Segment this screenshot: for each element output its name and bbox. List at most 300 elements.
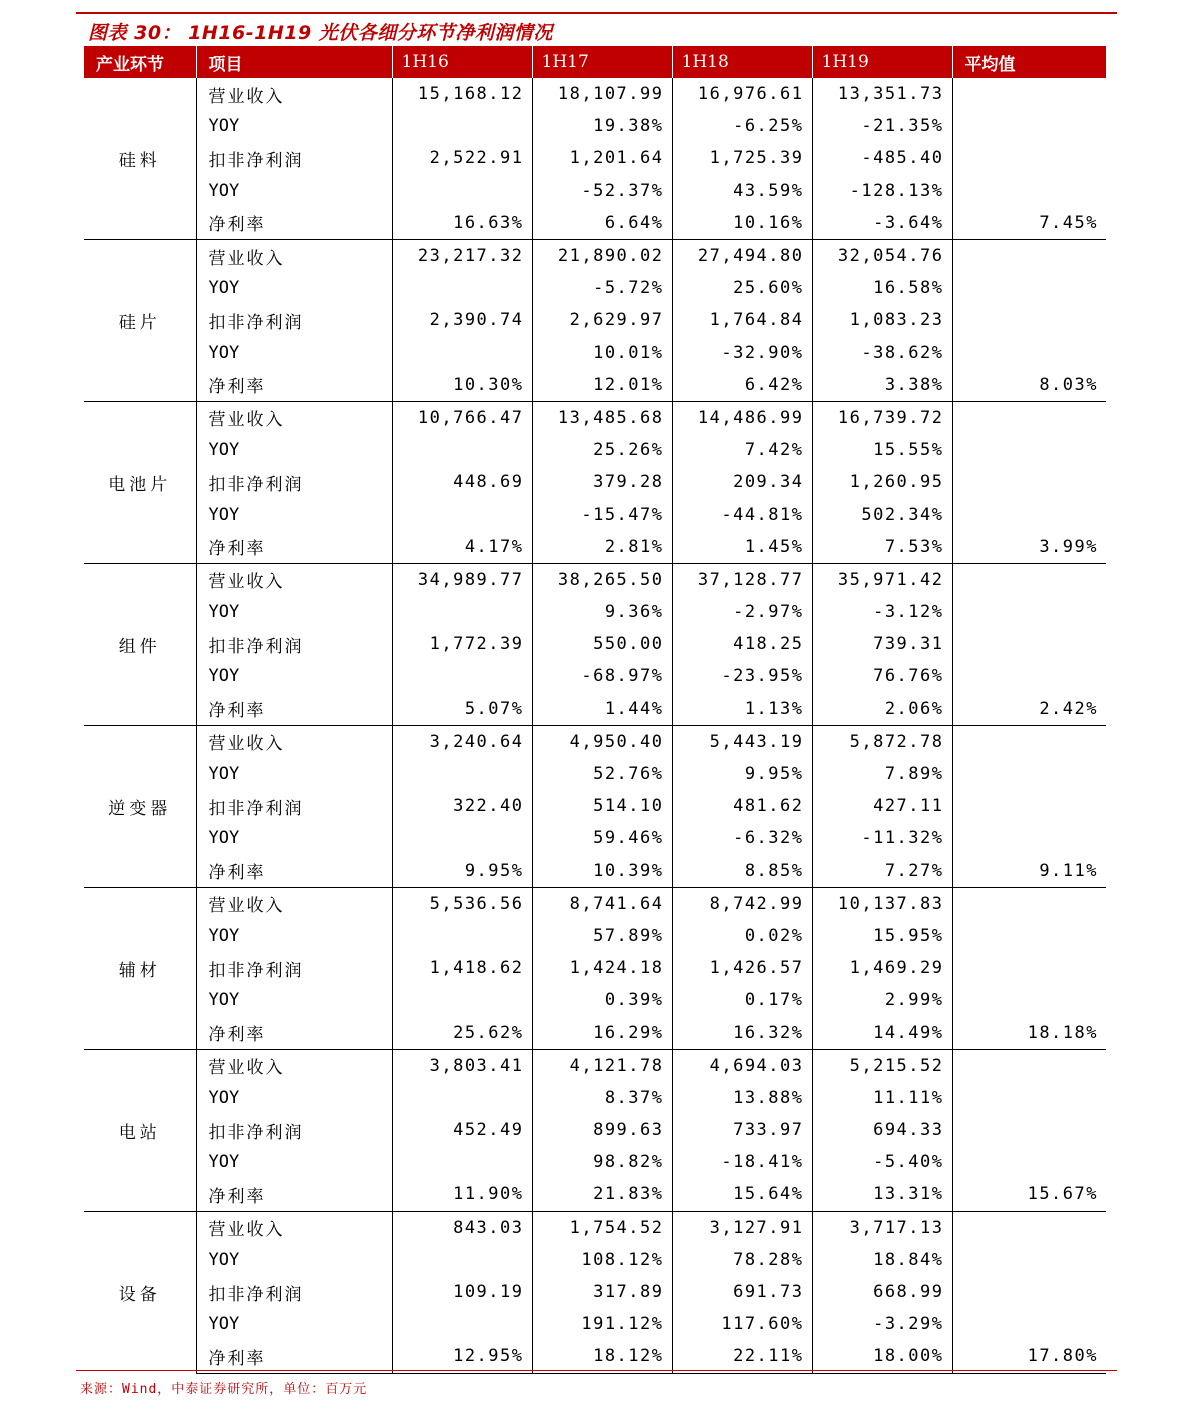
value-cell: 22.11%: [672, 1340, 812, 1373]
value-cell: 7.27%: [812, 855, 952, 888]
table-row: [84, 563, 1106, 596]
value-cell: -3.29%: [812, 1308, 952, 1340]
value-cell: 18,107.99: [532, 78, 672, 110]
value-cell: 899.63: [532, 1114, 672, 1146]
header-1h17: 1H17: [532, 46, 672, 78]
value-cell: 37,128.77: [672, 563, 812, 596]
item-label: YOY: [196, 920, 392, 952]
value-cell: 15.95%: [812, 920, 952, 952]
value-cell: [952, 401, 1106, 434]
table-row: [84, 1016, 1106, 1049]
value-cell: 4.17%: [392, 531, 532, 564]
value-cell: 2,522.91: [392, 142, 532, 174]
item-label: 营业收入: [196, 725, 392, 758]
item-label: 净利率: [196, 1340, 392, 1373]
value-cell: 98.82%: [532, 1146, 672, 1178]
value-cell: 418.25: [672, 628, 812, 660]
segment-name: 硅料: [84, 78, 196, 239]
value-cell: 78.28%: [672, 1244, 812, 1276]
value-cell: [952, 758, 1106, 790]
value-cell: [952, 337, 1106, 369]
item-label: 净利率: [196, 1178, 392, 1211]
item-label: 净利率: [196, 1016, 392, 1049]
source-note: 来源：Wind，中泰证券研究所，单位：百万元: [80, 1382, 368, 1397]
table-row: [84, 1244, 1106, 1276]
value-cell: -21.35%: [812, 110, 952, 142]
value-cell: 3.38%: [812, 369, 952, 402]
value-cell: 1,725.39: [672, 142, 812, 174]
value-cell: 4,950.40: [532, 725, 672, 758]
value-cell: 10.16%: [672, 207, 812, 240]
item-label: YOY: [196, 596, 392, 628]
value-cell: 12.01%: [532, 369, 672, 402]
value-cell: 1,764.84: [672, 304, 812, 336]
value-cell: 3,717.13: [812, 1211, 952, 1244]
value-cell: 14,486.99: [672, 401, 812, 434]
value-cell: 3.99%: [952, 531, 1106, 564]
value-cell: 16.58%: [812, 272, 952, 304]
value-cell: 8.37%: [532, 1082, 672, 1114]
item-label: YOY: [196, 822, 392, 854]
value-cell: 5,536.56: [392, 887, 532, 920]
value-cell: 0.17%: [672, 984, 812, 1016]
value-cell: 109.19: [392, 1276, 532, 1308]
value-cell: -2.97%: [672, 596, 812, 628]
value-cell: 9.36%: [532, 596, 672, 628]
value-cell: -6.32%: [672, 822, 812, 854]
figure-title: 图表 30： 1H16-1H19 光伏各细分环节净利润情况: [88, 22, 553, 44]
table-row: [84, 628, 1106, 660]
item-label: 营业收入: [196, 1049, 392, 1082]
value-cell: 209.34: [672, 466, 812, 498]
item-label: 净利率: [196, 207, 392, 240]
value-cell: 38,265.50: [532, 563, 672, 596]
value-cell: [392, 110, 532, 142]
value-cell: 1.44%: [532, 693, 672, 726]
value-cell: -38.62%: [812, 337, 952, 369]
header-segment: 产业环节: [84, 46, 196, 78]
value-cell: 13.88%: [672, 1082, 812, 1114]
value-cell: 694.33: [812, 1114, 952, 1146]
value-cell: [952, 984, 1106, 1016]
table-row: [84, 790, 1106, 822]
header-1h16: 1H16: [392, 46, 532, 78]
value-cell: 15.64%: [672, 1178, 812, 1211]
value-cell: [952, 952, 1106, 984]
item-label: YOY: [196, 1244, 392, 1276]
value-cell: [392, 272, 532, 304]
item-label: 营业收入: [196, 78, 392, 110]
item-label: YOY: [196, 1082, 392, 1114]
table-row: [84, 984, 1106, 1016]
header-1h18: 1H18: [672, 46, 812, 78]
value-cell: 76.76%: [812, 660, 952, 692]
value-cell: [952, 78, 1106, 110]
item-label: 净利率: [196, 531, 392, 564]
table-row: [84, 1211, 1106, 1244]
value-cell: 3,803.41: [392, 1049, 532, 1082]
table-row: [84, 369, 1106, 402]
value-cell: [392, 1244, 532, 1276]
value-cell: 6.64%: [532, 207, 672, 240]
item-label: 扣非净利润: [196, 466, 392, 498]
value-cell: 12.95%: [392, 1340, 532, 1373]
value-cell: 19.38%: [532, 110, 672, 142]
item-label: 扣非净利润: [196, 142, 392, 174]
item-label: 扣非净利润: [196, 304, 392, 336]
table-row: [84, 855, 1106, 888]
value-cell: -3.64%: [812, 207, 952, 240]
value-cell: 17.80%: [952, 1340, 1106, 1373]
value-cell: 3,240.64: [392, 725, 532, 758]
value-cell: [392, 1146, 532, 1178]
segment-name: 逆变器: [84, 725, 196, 887]
value-cell: 21.83%: [532, 1178, 672, 1211]
item-label: YOY: [196, 498, 392, 530]
item-label: YOY: [196, 984, 392, 1016]
item-label: 营业收入: [196, 887, 392, 920]
value-cell: -23.95%: [672, 660, 812, 692]
value-cell: [952, 822, 1106, 854]
top-rule: [76, 12, 1117, 14]
value-cell: [952, 272, 1106, 304]
value-cell: 57.89%: [532, 920, 672, 952]
item-label: 扣非净利润: [196, 1114, 392, 1146]
value-cell: 379.28: [532, 466, 672, 498]
value-cell: 10.39%: [532, 855, 672, 888]
value-cell: 16.32%: [672, 1016, 812, 1049]
value-cell: [392, 175, 532, 207]
value-cell: [952, 920, 1106, 952]
value-cell: [392, 337, 532, 369]
value-cell: 16,739.72: [812, 401, 952, 434]
value-cell: 13,485.68: [532, 401, 672, 434]
table-row: [84, 110, 1106, 142]
value-cell: 1.45%: [672, 531, 812, 564]
value-cell: -5.40%: [812, 1146, 952, 1178]
value-cell: 117.60%: [672, 1308, 812, 1340]
value-cell: 3,127.91: [672, 1211, 812, 1244]
value-cell: 1,424.18: [532, 952, 672, 984]
value-cell: 52.76%: [532, 758, 672, 790]
value-cell: [952, 790, 1106, 822]
table-row: [84, 693, 1106, 726]
segment-name: 组件: [84, 563, 196, 725]
table-row: [84, 725, 1106, 758]
table-row: [84, 466, 1106, 498]
value-cell: [952, 1146, 1106, 1178]
value-cell: [952, 596, 1106, 628]
value-cell: [392, 1082, 532, 1114]
value-cell: -15.47%: [532, 498, 672, 530]
value-cell: 2.42%: [952, 693, 1106, 726]
bottom-rule: [76, 1370, 1117, 1371]
table-row: [84, 239, 1106, 272]
value-cell: [952, 563, 1106, 596]
item-label: 营业收入: [196, 401, 392, 434]
value-cell: 2.81%: [532, 531, 672, 564]
value-cell: 8,741.64: [532, 887, 672, 920]
value-cell: 0.02%: [672, 920, 812, 952]
value-cell: [952, 1308, 1106, 1340]
value-cell: 18.00%: [812, 1340, 952, 1373]
value-cell: 8,742.99: [672, 887, 812, 920]
table-row: [84, 434, 1106, 466]
item-label: 净利率: [196, 693, 392, 726]
value-cell: -11.32%: [812, 822, 952, 854]
table-row: [84, 596, 1106, 628]
value-cell: [952, 142, 1106, 174]
item-label: 扣非净利润: [196, 1276, 392, 1308]
value-cell: 7.45%: [952, 207, 1106, 240]
value-cell: 452.49: [392, 1114, 532, 1146]
item-label: 净利率: [196, 369, 392, 402]
value-cell: 25.60%: [672, 272, 812, 304]
value-cell: [952, 1082, 1106, 1114]
item-label: YOY: [196, 110, 392, 142]
value-cell: [952, 466, 1106, 498]
table-row: [84, 1340, 1106, 1373]
value-cell: [392, 758, 532, 790]
value-cell: [952, 1049, 1106, 1082]
value-cell: [952, 660, 1106, 692]
value-cell: 502.34%: [812, 498, 952, 530]
value-cell: 8.85%: [672, 855, 812, 888]
value-cell: -18.41%: [672, 1146, 812, 1178]
table-row: [84, 272, 1106, 304]
table-row: [84, 1082, 1106, 1114]
value-cell: 23,217.32: [392, 239, 532, 272]
table-row: [84, 1276, 1106, 1308]
value-cell: 9.95%: [672, 758, 812, 790]
value-cell: 4,121.78: [532, 1049, 672, 1082]
value-cell: 16.29%: [532, 1016, 672, 1049]
value-cell: [392, 498, 532, 530]
value-cell: 15,168.12: [392, 78, 532, 110]
header-average: 平均值: [952, 46, 1106, 78]
value-cell: [392, 660, 532, 692]
value-cell: 9.95%: [392, 855, 532, 888]
value-cell: 5,443.19: [672, 725, 812, 758]
value-cell: 21,890.02: [532, 239, 672, 272]
value-cell: 5,215.52: [812, 1049, 952, 1082]
value-cell: 8.03%: [952, 369, 1106, 402]
value-cell: 34,989.77: [392, 563, 532, 596]
table-row: [84, 758, 1106, 790]
table-row: [84, 142, 1106, 174]
profit-table: [84, 46, 1106, 1374]
table-row: [84, 304, 1106, 336]
table-row: [84, 498, 1106, 530]
value-cell: 10,766.47: [392, 401, 532, 434]
value-cell: 4,694.03: [672, 1049, 812, 1082]
table-row: [84, 175, 1106, 207]
value-cell: [952, 725, 1106, 758]
value-cell: 14.49%: [812, 1016, 952, 1049]
value-cell: [392, 596, 532, 628]
header-row: [84, 46, 1106, 78]
value-cell: 9.11%: [952, 855, 1106, 888]
value-cell: 739.31: [812, 628, 952, 660]
value-cell: 35,971.42: [812, 563, 952, 596]
value-cell: -68.97%: [532, 660, 672, 692]
value-cell: [392, 1308, 532, 1340]
item-label: YOY: [196, 1146, 392, 1178]
header-item: 项目: [196, 46, 392, 78]
value-cell: [952, 498, 1106, 530]
value-cell: [392, 434, 532, 466]
value-cell: 1,772.39: [392, 628, 532, 660]
item-label: 扣非净利润: [196, 628, 392, 660]
item-label: YOY: [196, 337, 392, 369]
value-cell: -6.25%: [672, 110, 812, 142]
value-cell: 25.26%: [532, 434, 672, 466]
value-cell: 5,872.78: [812, 725, 952, 758]
item-label: YOY: [196, 660, 392, 692]
table-row: [84, 887, 1106, 920]
value-cell: [952, 1211, 1106, 1244]
value-cell: 27,494.80: [672, 239, 812, 272]
segment-name: 电池片: [84, 401, 196, 563]
value-cell: 514.10: [532, 790, 672, 822]
table-row: [84, 920, 1106, 952]
value-cell: 191.12%: [532, 1308, 672, 1340]
value-cell: [392, 822, 532, 854]
table-row: [84, 952, 1106, 984]
item-label: YOY: [196, 758, 392, 790]
value-cell: 32,054.76: [812, 239, 952, 272]
value-cell: 2.99%: [812, 984, 952, 1016]
table-row: [84, 78, 1106, 110]
segment-name: 设备: [84, 1211, 196, 1373]
table-row: [84, 1178, 1106, 1211]
value-cell: 18.84%: [812, 1244, 952, 1276]
value-cell: 16.63%: [392, 207, 532, 240]
value-cell: 733.97: [672, 1114, 812, 1146]
value-cell: 1,260.95: [812, 466, 952, 498]
item-label: 营业收入: [196, 563, 392, 596]
item-label: 扣非净利润: [196, 952, 392, 984]
value-cell: 1,083.23: [812, 304, 952, 336]
value-cell: 1.13%: [672, 693, 812, 726]
value-cell: 10,137.83: [812, 887, 952, 920]
value-cell: 691.73: [672, 1276, 812, 1308]
value-cell: 11.90%: [392, 1178, 532, 1211]
value-cell: 59.46%: [532, 822, 672, 854]
value-cell: [952, 239, 1106, 272]
value-cell: [952, 304, 1106, 336]
value-cell: 10.30%: [392, 369, 532, 402]
value-cell: 5.07%: [392, 693, 532, 726]
item-label: YOY: [196, 175, 392, 207]
value-cell: 13,351.73: [812, 78, 952, 110]
value-cell: 1,426.57: [672, 952, 812, 984]
table-row: [84, 531, 1106, 564]
value-cell: [952, 628, 1106, 660]
segment-name: 辅材: [84, 887, 196, 1049]
value-cell: 43.59%: [672, 175, 812, 207]
value-cell: [952, 175, 1106, 207]
value-cell: 7.89%: [812, 758, 952, 790]
table-row: [84, 1308, 1106, 1340]
value-cell: 448.69: [392, 466, 532, 498]
value-cell: 1,418.62: [392, 952, 532, 984]
value-cell: 843.03: [392, 1211, 532, 1244]
value-cell: 317.89: [532, 1276, 672, 1308]
value-cell: 15.55%: [812, 434, 952, 466]
value-cell: 1,469.29: [812, 952, 952, 984]
value-cell: 1,201.64: [532, 142, 672, 174]
item-label: 营业收入: [196, 1211, 392, 1244]
item-label: 净利率: [196, 855, 392, 888]
table-row: [84, 207, 1106, 240]
value-cell: 427.11: [812, 790, 952, 822]
value-cell: 322.40: [392, 790, 532, 822]
segment-name: 硅片: [84, 239, 196, 401]
value-cell: 108.12%: [532, 1244, 672, 1276]
value-cell: 1,754.52: [532, 1211, 672, 1244]
value-cell: 550.00: [532, 628, 672, 660]
value-cell: 2,629.97: [532, 304, 672, 336]
table-row: [84, 1114, 1106, 1146]
item-label: YOY: [196, 434, 392, 466]
value-cell: 18.18%: [952, 1016, 1106, 1049]
value-cell: 0.39%: [532, 984, 672, 1016]
value-cell: [952, 1244, 1106, 1276]
table-body: [84, 78, 1106, 1373]
value-cell: 7.42%: [672, 434, 812, 466]
value-cell: 16,976.61: [672, 78, 812, 110]
value-cell: -32.90%: [672, 337, 812, 369]
table-row: [84, 1049, 1106, 1082]
value-cell: [952, 1114, 1106, 1146]
value-cell: 10.01%: [532, 337, 672, 369]
value-cell: -128.13%: [812, 175, 952, 207]
value-cell: [952, 887, 1106, 920]
value-cell: 15.67%: [952, 1178, 1106, 1211]
table-row: [84, 337, 1106, 369]
segment-name: 电站: [84, 1049, 196, 1211]
value-cell: -3.12%: [812, 596, 952, 628]
value-cell: -485.40: [812, 142, 952, 174]
header-1h19: 1H19: [812, 46, 952, 78]
value-cell: 6.42%: [672, 369, 812, 402]
value-cell: [392, 920, 532, 952]
value-cell: -44.81%: [672, 498, 812, 530]
item-label: YOY: [196, 1308, 392, 1340]
value-cell: [952, 110, 1106, 142]
table-row: [84, 1146, 1106, 1178]
value-cell: [952, 434, 1106, 466]
table-row: [84, 401, 1106, 434]
value-cell: 2.06%: [812, 693, 952, 726]
item-label: YOY: [196, 272, 392, 304]
value-cell: 481.62: [672, 790, 812, 822]
item-label: 营业收入: [196, 239, 392, 272]
value-cell: 7.53%: [812, 531, 952, 564]
value-cell: [392, 984, 532, 1016]
value-cell: 668.99: [812, 1276, 952, 1308]
value-cell: 2,390.74: [392, 304, 532, 336]
value-cell: 13.31%: [812, 1178, 952, 1211]
value-cell: -5.72%: [532, 272, 672, 304]
value-cell: -52.37%: [532, 175, 672, 207]
value-cell: [952, 1276, 1106, 1308]
value-cell: 11.11%: [812, 1082, 952, 1114]
table-header: [84, 46, 1106, 78]
table-row: [84, 822, 1106, 854]
value-cell: 18.12%: [532, 1340, 672, 1373]
